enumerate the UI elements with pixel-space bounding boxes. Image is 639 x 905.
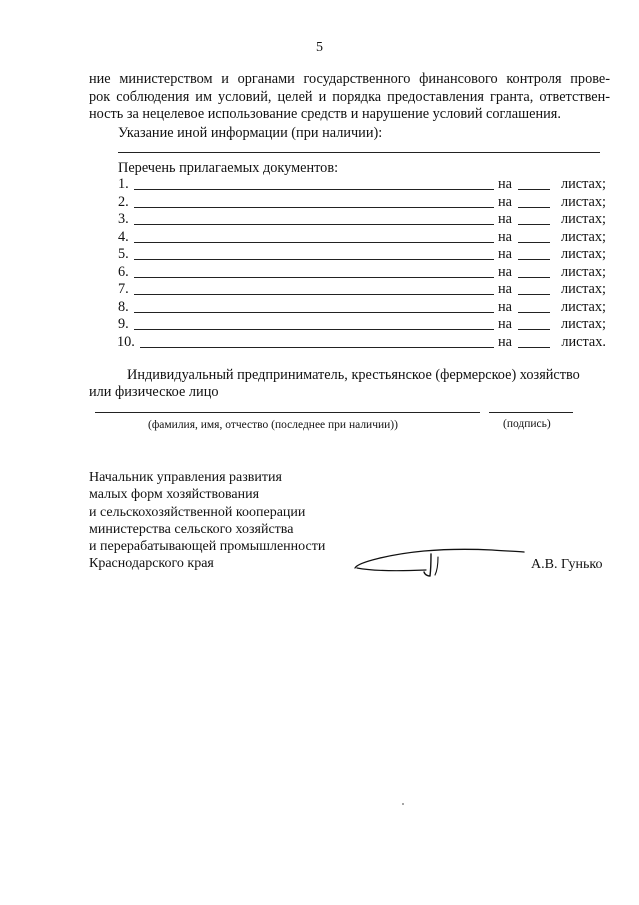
document-name-field[interactable] [134,312,494,313]
document-number: 7. [118,281,129,297]
sheets-label: листах; [560,228,606,245]
document-number: 5. [118,246,129,262]
document-name-field[interactable] [134,207,494,208]
document-name-field[interactable] [134,294,494,295]
document-name-field[interactable] [134,277,494,278]
document-name-field[interactable] [134,189,494,190]
sheets-label: листах; [560,176,606,192]
paragraph-line: ность за нецелевое использование средств и нарушение условий соглашения. [89,106,561,122]
applicant-type-line2: или физическое лицо [89,384,219,400]
sheets-label: листах; [560,281,606,297]
sheet-count-field[interactable] [518,294,550,295]
documents-label: Перечень прилагаемых документов: [118,160,339,176]
sheet-count-field[interactable] [518,277,550,278]
document-number: 2. [118,193,129,210]
signature-caption: (подпись) [503,418,551,430]
on-label: на [498,298,512,315]
on-label: на [498,281,512,297]
on-label: на [498,176,512,192]
on-label: на [498,246,512,262]
on-label: на [498,193,512,210]
document-row [118,229,606,246]
official-title [89,469,325,573]
on-label: на [498,211,512,227]
document-row [118,246,606,263]
sheets-label: листах; [560,298,606,315]
paragraph-line: рок соблюдения им условий, целей и порядка предоставления гранта, ответствен- [89,88,610,105]
document-row [118,334,606,351]
official-title-line: Краснодарского края [89,556,214,572]
document-row [118,176,606,193]
signature-field[interactable] [489,412,573,413]
sheet-count-field[interactable] [518,207,550,208]
sheets-label: листах; [560,211,606,227]
sheets-label: листах; [560,246,606,262]
official-title-line: Начальник управления развития [89,470,282,485]
full-name-caption: (фамилия, имя, отчество (последнее при наличии)) [148,419,398,431]
document-row [118,316,606,333]
on-label: на [498,316,512,332]
on-label: на [498,263,512,280]
document-row [118,281,606,298]
signer-name: А.В. Гунько [531,557,603,572]
document-name-field[interactable] [134,259,494,260]
sheet-count-field[interactable] [518,224,550,225]
document-row [118,299,606,316]
document-row [118,211,606,228]
applicant-type-line1: Индивидуальный предприниматель, крестьянское (фермерское) хозяйство [127,367,580,383]
official-title-line: малых форм хозяйствования [89,487,260,503]
sheets-label: листах. [561,333,606,350]
sheet-count-field[interactable] [518,189,550,190]
sheets-label: листах; [560,316,606,332]
sheet-count-field[interactable] [518,312,550,313]
paragraph [89,71,610,124]
document-number: 9. [118,316,129,332]
document-number: 6. [118,263,129,280]
document-name-field[interactable] [134,329,494,330]
document-number: 1. [118,176,129,192]
page-number: 5 [316,40,323,55]
document-row [118,264,606,281]
document-number: 3. [118,211,129,227]
sheets-label: листах; [560,193,606,210]
sheet-count-field[interactable] [518,259,550,260]
official-title-line: министерства сельского хозяйства [89,521,294,537]
other-info-label: Указание иной информации (при наличии): [118,125,383,141]
on-label: на [498,228,512,245]
paragraph-line: ние министерством и органами государственного финансового контроля прове- [89,71,610,87]
document-name-field[interactable] [140,347,494,348]
document-row [118,194,606,211]
scan-dot [402,803,404,805]
document-name-field[interactable] [134,242,494,243]
document-number: 8. [118,298,129,315]
document-number: 10. [117,333,135,350]
handwritten-signature [352,538,528,580]
official-title-line: и перерабатывающей промышленности [89,539,326,555]
official-title-line: и сельскохозяйственной кооперации [89,504,306,520]
other-info-field[interactable] [118,152,600,153]
on-label: на [498,333,512,350]
sheet-count-field[interactable] [518,347,550,348]
sheets-label: листах; [560,263,606,280]
document-number: 4. [118,228,129,245]
document-name-field[interactable] [134,224,494,225]
sheet-count-field[interactable] [518,242,550,243]
full-name-field[interactable] [95,412,480,413]
sheet-count-field[interactable] [518,329,550,330]
